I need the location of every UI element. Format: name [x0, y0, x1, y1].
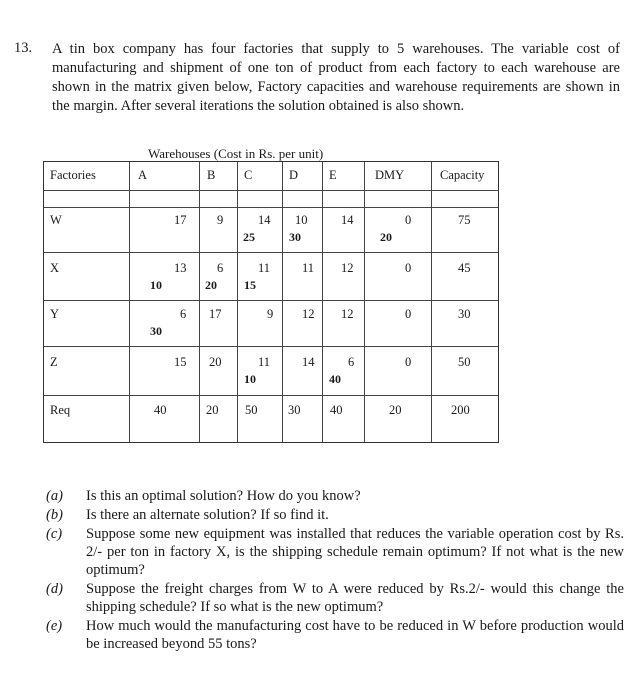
question-e	[46, 617, 624, 653]
question-text: How much would the manufacturing cost have to be reduced in W before production would be increased beyond 55 tons?	[86, 618, 624, 652]
capacity-w: 75	[458, 213, 471, 227]
question-label: (d)	[46, 581, 63, 597]
cost-w-a: 17	[174, 213, 187, 227]
cost-w-dmy: 0	[405, 213, 412, 227]
cost-w-b: 9	[217, 213, 224, 227]
row-label-w: W	[50, 213, 62, 227]
header-factories: Factories	[50, 168, 96, 182]
alloc-w-c: 25	[243, 230, 255, 244]
question-label: (b)	[46, 507, 63, 523]
question-text: Suppose the freight charges from W to A were reduced by Rs.2/- would this change the shipping schedule? If so what is the new optimum?	[86, 581, 624, 615]
cost-y-b: 17	[209, 307, 222, 321]
alloc-x-b: 20	[205, 278, 217, 292]
question-text: Is there an alternate solution? If so find it.	[86, 507, 329, 523]
alloc-x-c: 15	[244, 278, 256, 292]
row-label-req: Req	[50, 403, 71, 417]
cost-z-d: 14	[302, 355, 315, 369]
cost-x-b: 6	[217, 261, 224, 275]
cost-w-d: 10	[295, 213, 308, 227]
question-text: Suppose some new equipment was installed that reduces the variable operation cost by Rs. 2/- per ton in factory X, is the shipping schedule remain optimum? If not what is the new optimum?	[86, 526, 624, 578]
req-dmy: 20	[389, 403, 402, 417]
req-d: 30	[288, 403, 301, 417]
alloc-w-d: 30	[289, 230, 301, 244]
cost-matrix-table	[43, 161, 499, 443]
req-b: 20	[206, 403, 219, 417]
question-a	[46, 487, 624, 505]
header-capacity: Capacity	[440, 168, 485, 182]
question-text: Is this an optimal solution? How do you know?	[86, 488, 361, 504]
header-dmy: DMY	[375, 168, 405, 182]
question-d	[46, 580, 624, 616]
question-label: (a)	[46, 488, 63, 504]
cost-w-c: 14	[258, 213, 271, 227]
alloc-z-e: 40	[329, 372, 341, 386]
header-a: A	[138, 168, 148, 182]
cost-y-a: 6	[180, 307, 187, 321]
cost-y-d: 12	[302, 307, 315, 321]
capacity-y: 30	[458, 307, 471, 321]
question-label: (c)	[46, 526, 63, 542]
header-e: E	[329, 168, 337, 182]
row-label-y: Y	[50, 307, 60, 321]
cost-x-c: 11	[258, 261, 271, 275]
req-c: 50	[245, 403, 258, 417]
header-c: C	[244, 168, 253, 182]
question-label: (e)	[46, 618, 63, 634]
req-a: 40	[154, 403, 167, 417]
question-list	[46, 487, 624, 654]
header-b: B	[207, 168, 216, 182]
cost-z-e: 6	[348, 355, 355, 369]
question-c	[46, 525, 624, 579]
alloc-y-a: 30	[150, 324, 162, 338]
question-b	[46, 506, 624, 524]
capacity-x: 45	[458, 261, 471, 275]
cost-y-e: 12	[341, 307, 354, 321]
cost-y-c: 9	[267, 307, 274, 321]
alloc-w-dmy: 20	[380, 230, 392, 244]
cost-z-dmy: 0	[405, 355, 412, 369]
problem-number: 13.	[14, 40, 33, 56]
req-total: 200	[451, 403, 470, 417]
cost-w-e: 14	[341, 213, 354, 227]
alloc-z-c: 10	[244, 372, 256, 386]
problem-intro: A tin box company has four factories that supply to 5 warehouses. The variable cost of manufacturing and shipment of one ton of product from each factory to each warehouse are shown in the matrix given below, Factory capacities and warehouse requirements are shown in the margin. After several iterations the solution obtained is also shown.	[52, 41, 620, 114]
req-e: 40	[330, 403, 343, 417]
alloc-x-a: 10	[150, 278, 162, 292]
row-label-z: Z	[50, 355, 58, 369]
cost-z-c: 11	[258, 355, 271, 369]
cost-x-a: 13	[174, 261, 187, 275]
cost-x-e: 12	[341, 261, 354, 275]
row-label-x: X	[50, 261, 60, 275]
cost-y-dmy: 0	[405, 307, 412, 321]
cost-z-a: 15	[174, 355, 187, 369]
cost-z-b: 20	[209, 355, 222, 369]
table-caption: Warehouses (Cost in Rs. per unit)	[148, 146, 324, 161]
cost-x-dmy: 0	[405, 261, 412, 275]
cost-x-d: 11	[302, 261, 315, 275]
header-d: D	[289, 168, 299, 182]
capacity-z: 50	[458, 355, 471, 369]
